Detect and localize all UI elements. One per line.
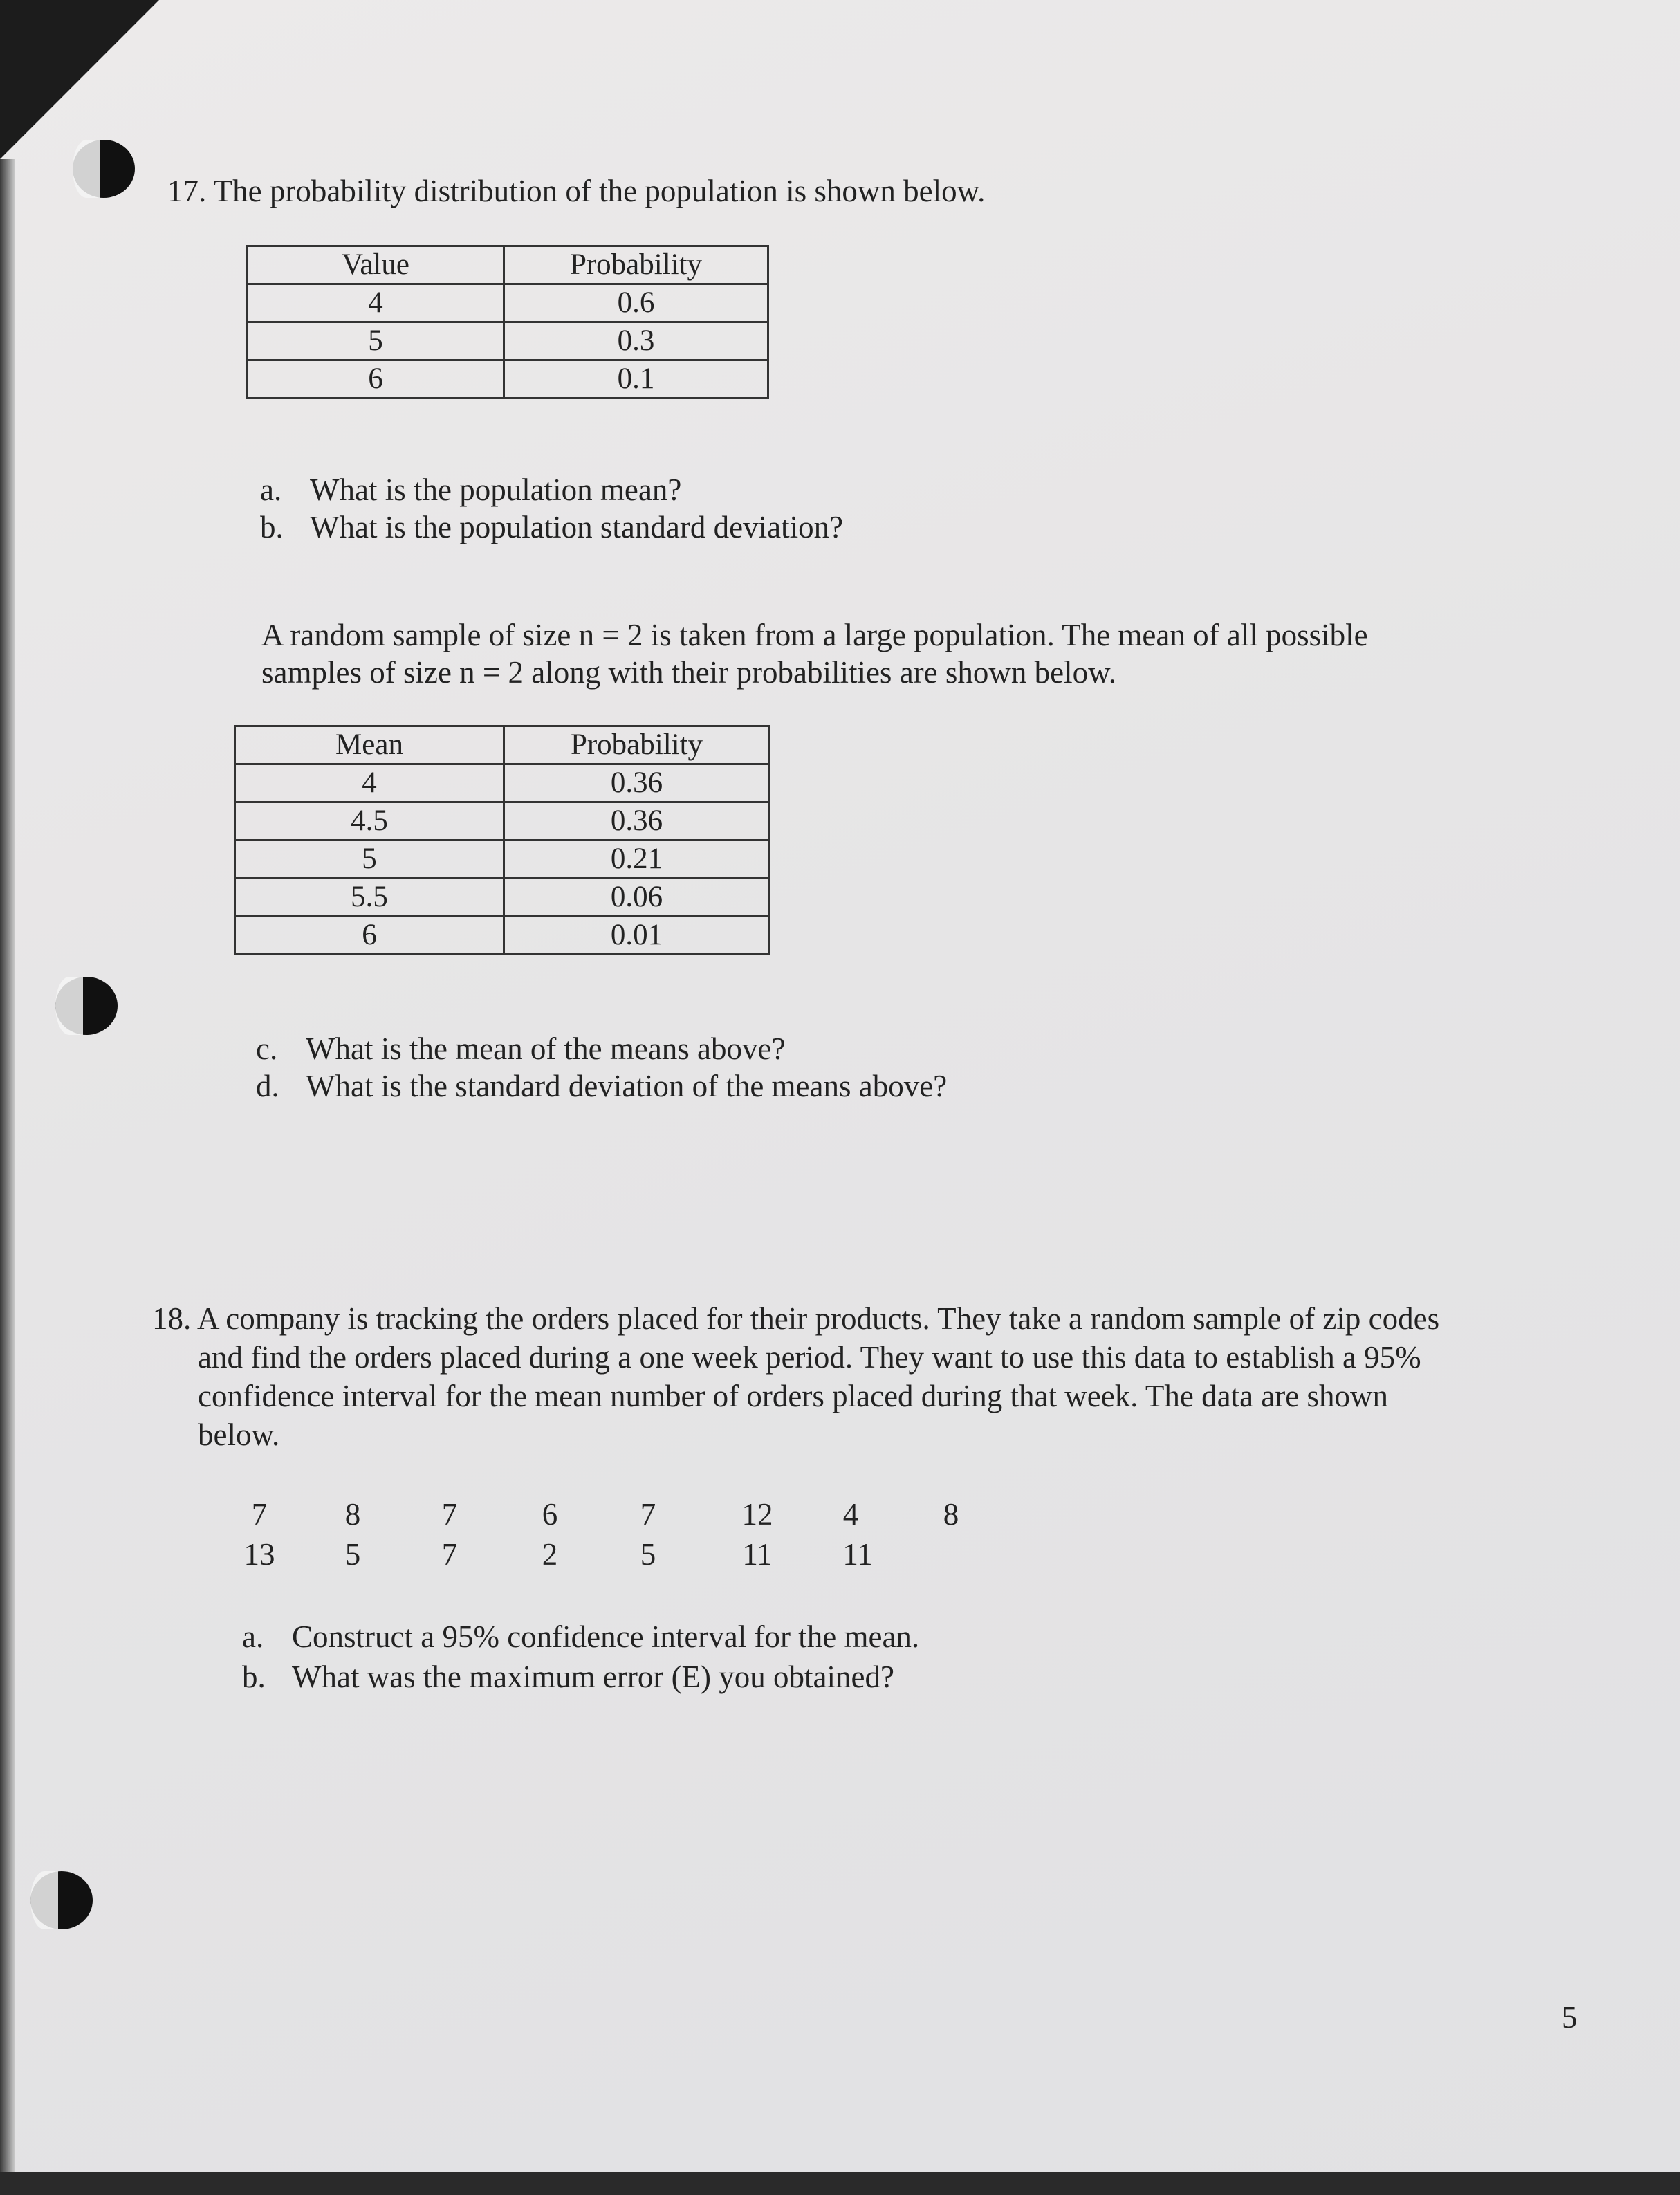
- cell-value: 6: [248, 360, 504, 398]
- table-row: [235, 917, 770, 955]
- cell-value: 4: [248, 284, 504, 322]
- sample-text-line2: samples of size n = 2 along with their probabilities are shown below.: [261, 655, 1116, 690]
- data-value: 7: [640, 1497, 656, 1532]
- table-row: [248, 284, 768, 322]
- data-value: 2: [542, 1537, 558, 1572]
- cell-mean: 4: [235, 764, 504, 802]
- cell-mean: 4.5: [235, 802, 504, 841]
- question-17c: [256, 1029, 785, 1068]
- item-text: What is the population standard deviation?: [310, 510, 844, 544]
- table-row: [248, 360, 768, 398]
- item-text: Construct a 95% confidence interval for the mean.: [292, 1619, 920, 1654]
- table-row: [235, 764, 770, 802]
- page-number: 5: [1562, 2000, 1578, 2035]
- question-17a: [260, 470, 681, 509]
- data-value: 8: [344, 1497, 361, 1532]
- q18-line1: 18. A company is tracking the orders placed for their products. They take a random sample of zip codes: [152, 1301, 1440, 1336]
- item-text: What is the mean of the means above?: [306, 1031, 786, 1066]
- item-text: What is the standard deviation of the means above?: [306, 1069, 948, 1103]
- data-value: 5: [344, 1537, 361, 1572]
- table-row: [235, 802, 770, 841]
- data-value: 7: [441, 1537, 458, 1572]
- question-17b: [260, 508, 843, 547]
- binder-hole: [55, 977, 118, 1035]
- data-value: 7: [441, 1497, 458, 1532]
- cell-mean: 6: [235, 917, 504, 955]
- q18-line4: below.: [198, 1417, 280, 1452]
- header-value: Value: [248, 246, 504, 284]
- cell-mean: 5.5: [235, 879, 504, 917]
- page-corner-shadow: [0, 0, 159, 159]
- data-value: 6: [542, 1497, 558, 1532]
- item-letter: a.: [260, 472, 282, 507]
- orders-dataset: [228, 1494, 989, 1577]
- binder-hole: [30, 1871, 93, 1929]
- cell-value: 5: [248, 322, 504, 360]
- cell-probability: 0.21: [504, 841, 770, 879]
- item-letter: d.: [256, 1069, 279, 1103]
- data-value: 11: [742, 1537, 773, 1572]
- sample-means-table: [234, 725, 770, 955]
- cell-probability: 0.36: [504, 802, 770, 841]
- header-probability: Probability: [504, 726, 770, 764]
- data-value: 7: [251, 1497, 268, 1532]
- item-letter: b.: [242, 1660, 266, 1694]
- item-letter: c.: [256, 1031, 278, 1066]
- cell-probability: 0.36: [504, 764, 770, 802]
- page-edge: [0, 159, 15, 2172]
- sample-text-line1: A random sample of size n = 2 is taken from a large population. The mean of all possible: [261, 618, 1368, 652]
- data-value: 5: [640, 1537, 656, 1572]
- item-text: What was the maximum error (E) you obtained?: [292, 1660, 894, 1694]
- cell-probability: 0.1: [504, 360, 768, 398]
- table-row: [235, 879, 770, 917]
- q17-intro: 17. The probability distribution of the population is shown below.: [167, 174, 986, 208]
- header-probability: Probability: [504, 246, 768, 284]
- binder-hole: [73, 140, 135, 198]
- data-value: 8: [943, 1497, 959, 1532]
- data-value: 11: [842, 1537, 873, 1572]
- data-value: 4: [842, 1497, 859, 1532]
- item-letter: a.: [242, 1619, 264, 1654]
- cell-probability: 0.01: [504, 917, 770, 955]
- cell-probability: 0.6: [504, 284, 768, 322]
- q18-line3: confidence interval for the mean number of orders placed during that week. The data are shown: [198, 1379, 1388, 1413]
- data-value: 13: [243, 1537, 275, 1572]
- cell-probability: 0.06: [504, 879, 770, 917]
- table-header-row: [248, 246, 768, 284]
- question-17d: [256, 1067, 947, 1105]
- question-18b: [242, 1657, 894, 1696]
- table-row: [235, 841, 770, 879]
- item-text: What is the population mean?: [310, 472, 682, 507]
- question-18a: [242, 1617, 919, 1656]
- data-value: 12: [741, 1497, 773, 1532]
- cell-mean: 5: [235, 841, 504, 879]
- table-header-row: [235, 726, 770, 764]
- cell-probability: 0.3: [504, 322, 768, 360]
- header-mean: Mean: [235, 726, 504, 764]
- population-distribution-table: [246, 245, 769, 399]
- table-row: [248, 322, 768, 360]
- item-letter: b.: [260, 510, 284, 544]
- q18-line2: and find the orders placed during a one week period. They want to use this data to establish a 95%: [198, 1340, 1421, 1375]
